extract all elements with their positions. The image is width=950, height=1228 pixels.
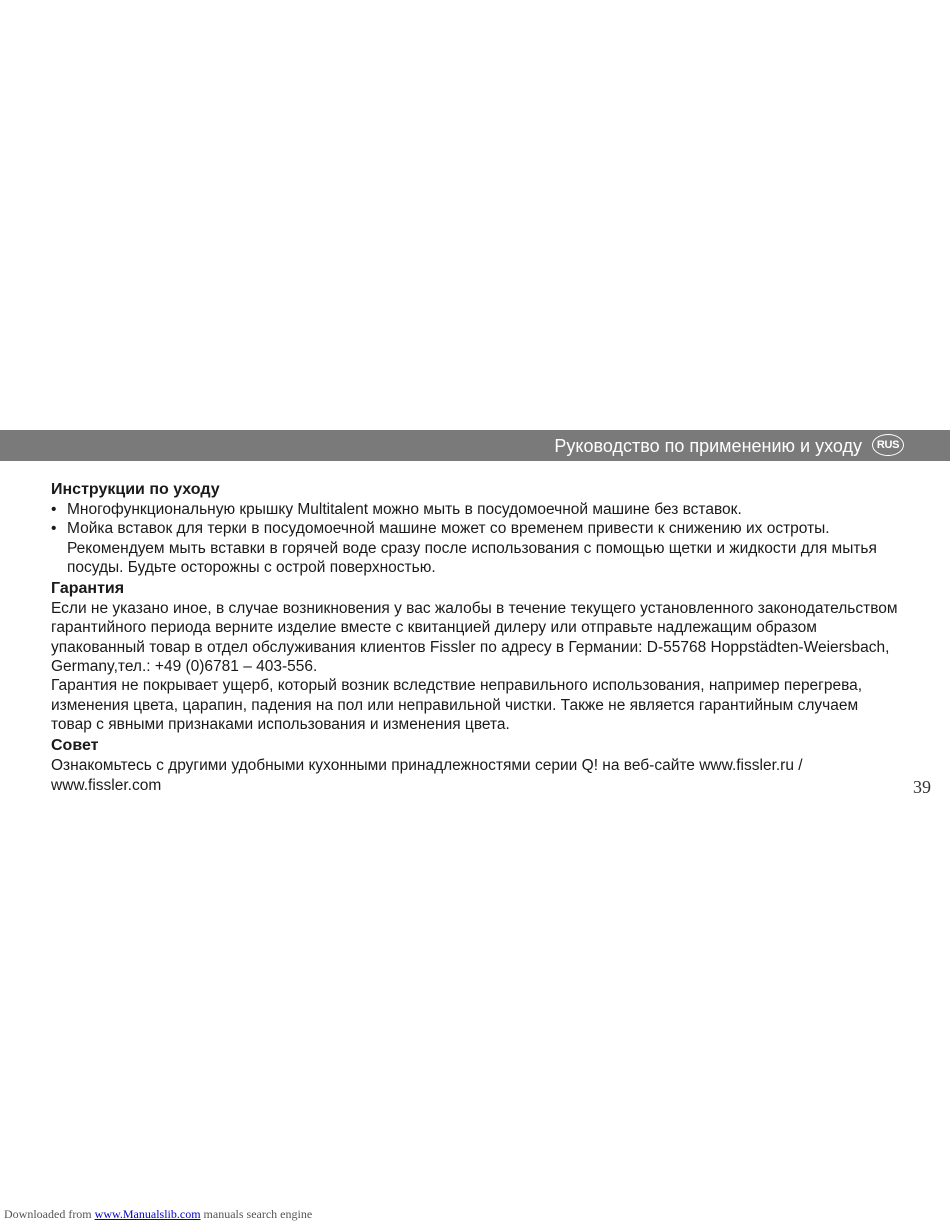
manualslib-link[interactable]: www.Manualslib.com: [94, 1207, 201, 1221]
list-item: • Мойка вставок для терки в посудомоечной машине может со временем привести к снижению их остроты. Рекомендуем мыть вставки в горячей воде сразу после использования с помощью щетки и жидкости для мытья посуды. Будьте осторожны с острой поверхностью.: [51, 519, 901, 577]
main-content: [51, 480, 901, 795]
page-number: 39: [913, 777, 931, 797]
warranty-paragraph: Гарантия не покрывает ущерб, который возник вследствие неправильного использования, например перегрева, изменения цвета, царапин, падения на пол или неправильной чистки. Также не является гарантийным случаем товар с явными признаками использования и изменения цвета.: [51, 677, 863, 733]
section-header-band: [0, 430, 950, 461]
tip-paragraph: Ознакомьтесь с другими удобными кухонными принадлежностями серии Q! на веб-сайте www.fissler.ru / www.fissler.com: [51, 757, 803, 794]
care-list: [51, 500, 901, 577]
warranty-heading: Гарантия: [51, 580, 125, 598]
list-item: • Многофункциональную крышку Multitalent можно мыть в посудомоечной машине без вставок.: [51, 500, 901, 519]
download-footer: [4, 1207, 312, 1222]
section-title: Руководство по применению и уходу: [554, 436, 862, 456]
footer-suffix: manuals search engine: [203, 1207, 313, 1221]
warranty-paragraph: Если не указано иное, в случае возникновения у вас жалобы в течение текущего установленного законодательством гарантийного периода верните изделие вместе с квитанцией дилеру или отправьте надлежащим образом упакованный товар в отдел обслуживания клиентов Fissler по адресу в Германии: D-55768 Hoppstädten-Weiersbach, Germany,тел.: +49 (0)6781 – 403-556.: [51, 600, 898, 676]
language-badge: RUS: [872, 434, 904, 456]
tip-heading: Совет: [51, 737, 99, 755]
care-heading: Инструкции по уходу: [51, 481, 220, 498]
footer-prefix: Downloaded from: [4, 1207, 92, 1221]
